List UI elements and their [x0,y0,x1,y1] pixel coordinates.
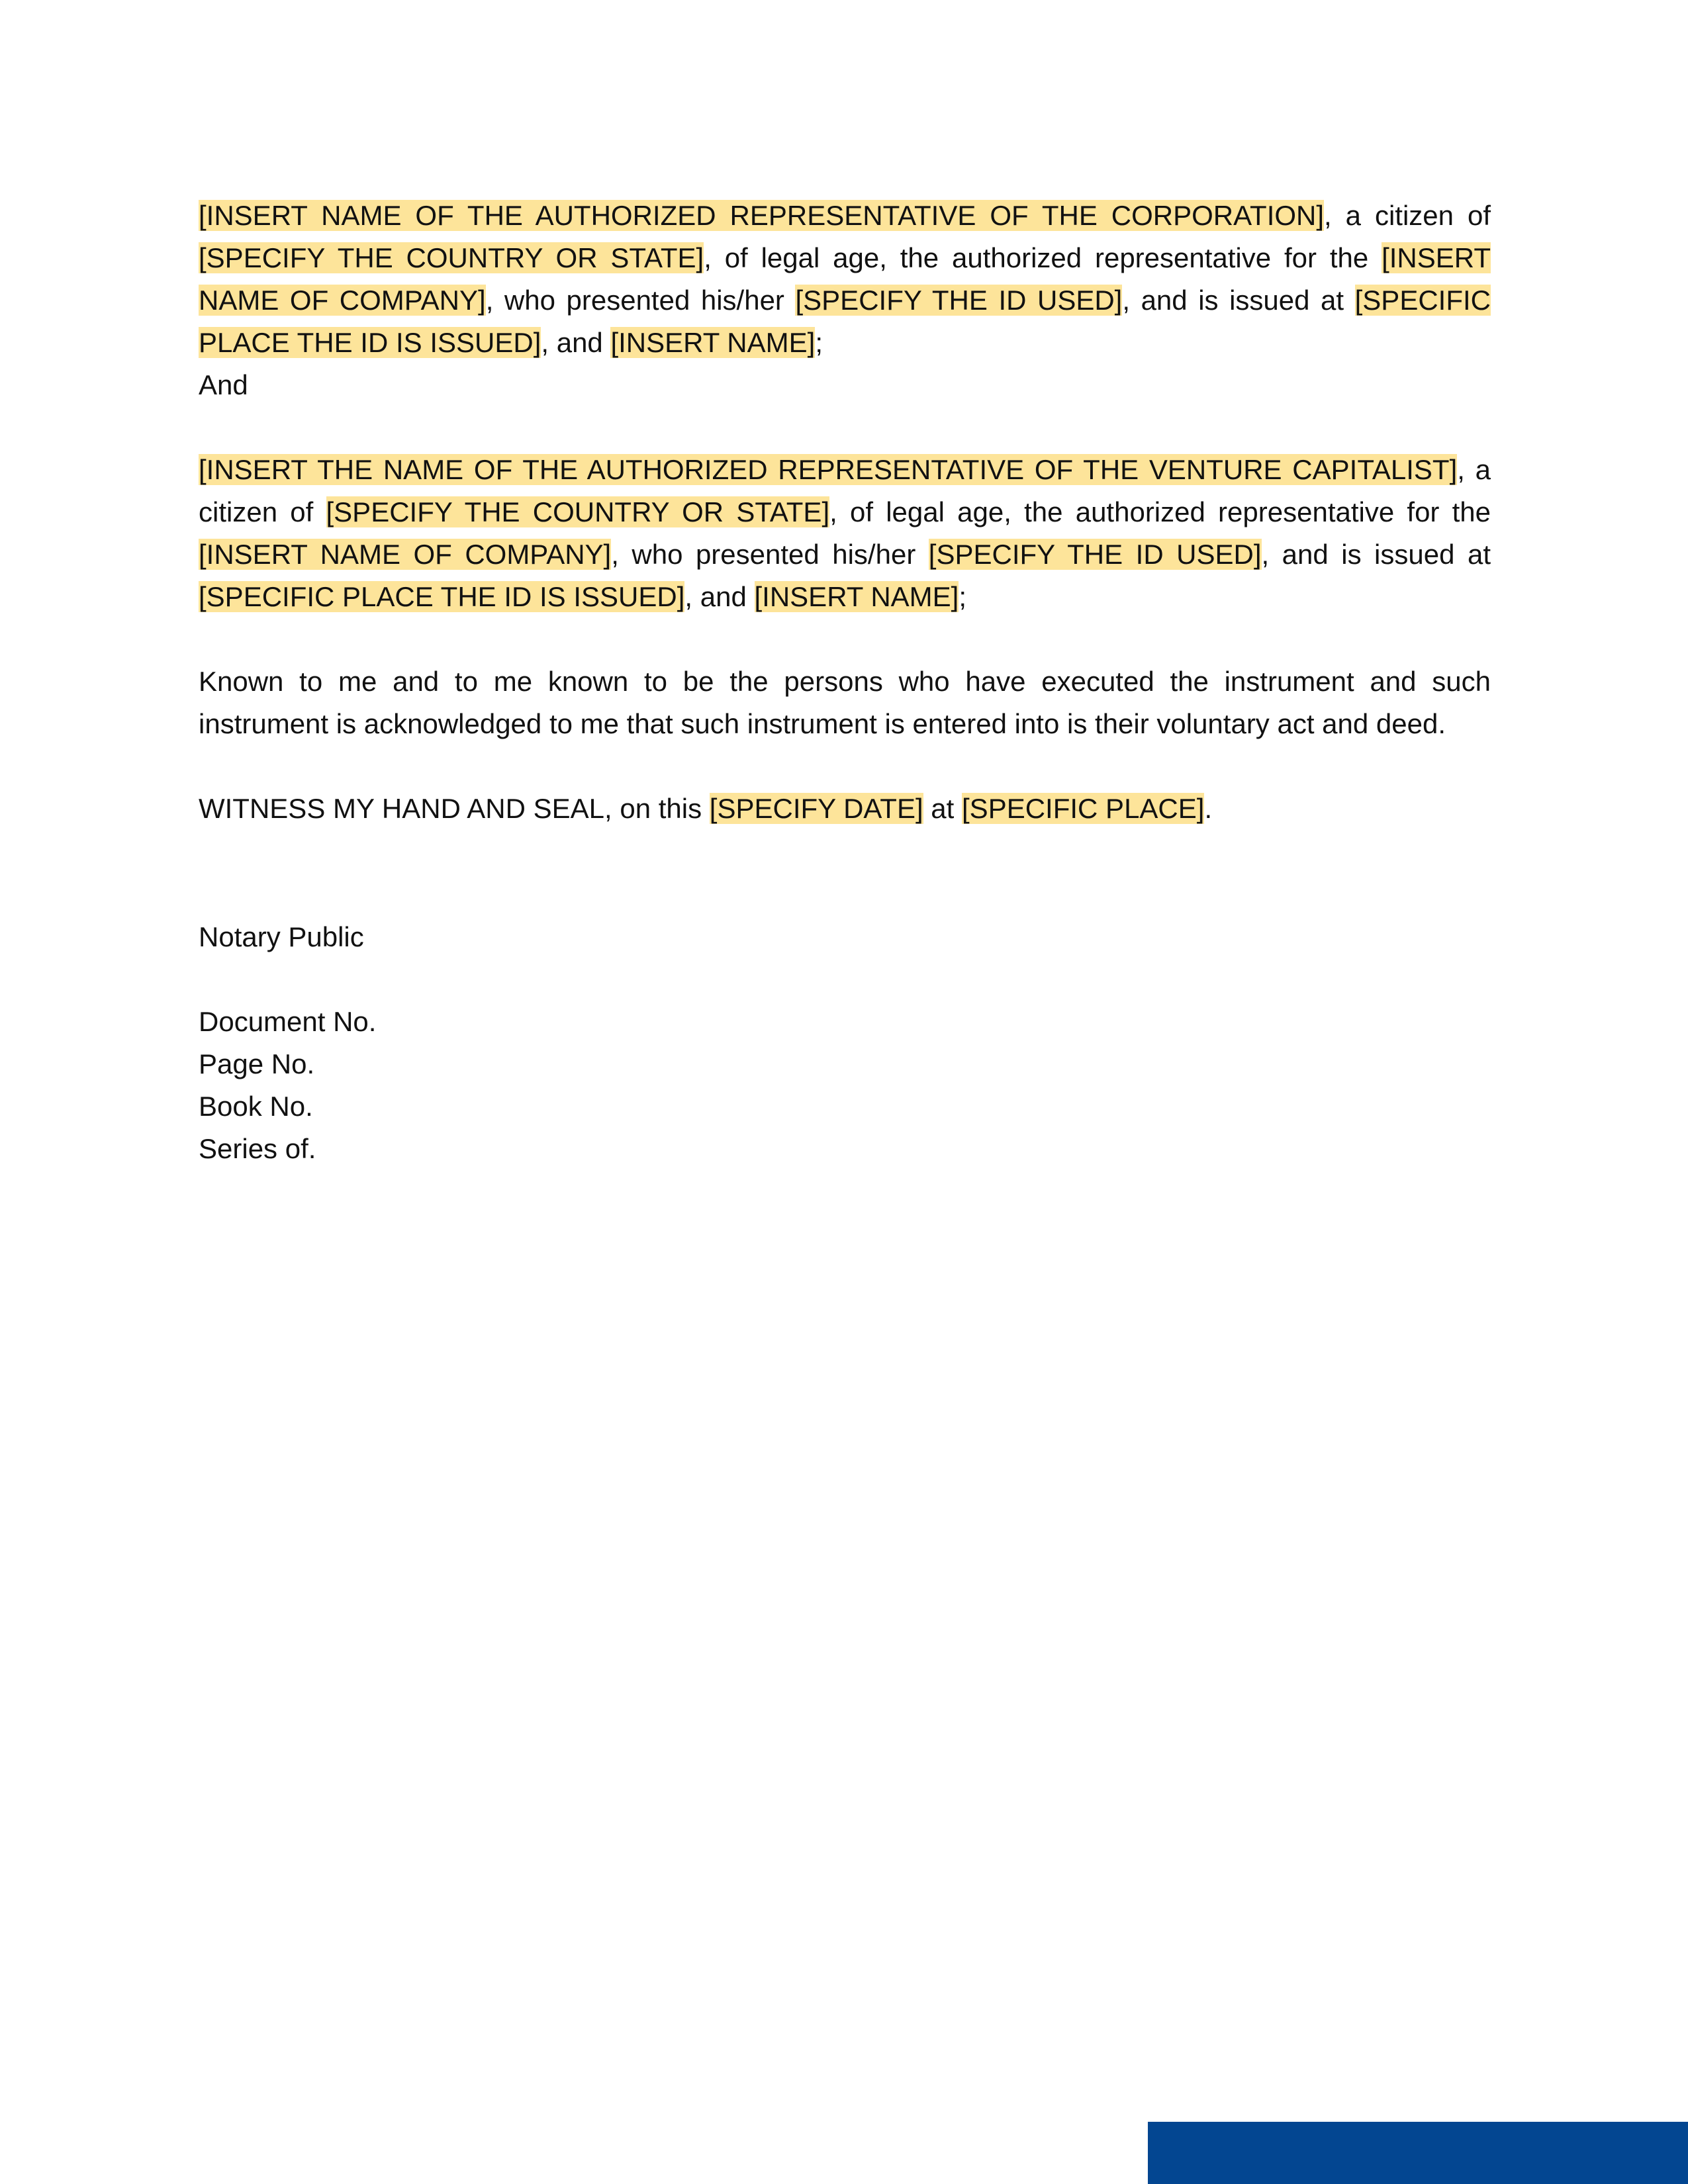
paragraph-spacer [199,618,1491,660]
placeholder-id-used[interactable]: [SPECIFY THE ID USED] [928,539,1262,570]
placeholder-country-or-state[interactable]: [SPECIFY THE COUNTRY OR STATE] [199,242,704,273]
placeholder-country-or-state[interactable]: [SPECIFY THE COUNTRY OR STATE] [326,496,830,527]
placeholder-id-issue-place[interactable]: [SPECIFIC PLACE THE ID IS ISSUED] [199,285,1491,358]
paragraph-text: ; [959,581,967,612]
paragraph-spacer [199,745,1491,788]
paragraph-text: , a citizen of [1324,200,1491,231]
document-body [199,195,1491,1170]
paragraph-text: , and is issued at [1122,285,1355,316]
placeholder-company-name[interactable]: [INSERT NAME OF COMPANY] [199,539,612,570]
and-line: And [199,369,248,400]
placeholder-id-issue-place[interactable]: [SPECIFIC PLACE THE ID IS ISSUED] [199,581,685,612]
paragraph-text: at [923,793,962,824]
paragraph-text: , and [684,581,755,612]
footer-color-bar [1148,2122,1688,2184]
paragraph-text: , and [541,327,611,358]
placeholder-name[interactable]: [INSERT NAME] [610,327,816,358]
placeholder-company-name[interactable]: [INSERT NAME OF COMPANY] [199,242,1491,316]
placeholder-corporation-representative-name[interactable]: [INSERT NAME OF THE AUTHORIZED REPRESENTATIVE OF THE CORPORATION] [199,200,1325,231]
placeholder-name[interactable]: [INSERT NAME] [754,581,959,612]
notary-public-label: Notary Public [199,921,364,952]
document-number-label: Document No. [199,1006,377,1037]
paragraph-text: , of legal age, the authorized representative for the [829,496,1491,527]
placeholder-date[interactable]: [SPECIFY DATE] [709,793,923,824]
paragraph-text: , and is issued at [1261,539,1491,570]
acknowledgment-paragraph: Known to me and to me known to be the persons who have executed the instrument and such instrument is acknowledged to me that such instrument is entered into is their voluntary act and deed. [199,666,1491,739]
paragraph-text: , a citizen of [199,454,1491,527]
paragraph-text: , who presented his/her [611,539,929,570]
paragraph-spacer [199,958,1491,1001]
paragraph-text: , who presented his/her [485,285,796,316]
witness-line [199,788,1491,830]
paragraph-spacer [199,830,1491,916]
placeholder-venture-capitalist-representative-name[interactable]: [INSERT THE NAME OF THE AUTHORIZED REPRESENTATIVE OF THE VENTURE CAPITALIST] [199,454,1458,485]
paragraph-spacer [199,406,1491,449]
paragraph-text: , of legal age, the authorized representative for the [704,242,1382,273]
venture-capitalist-representative-paragraph [199,449,1491,618]
page-number-label: Page No. [199,1048,315,1079]
paragraph-text: WITNESS MY HAND AND SEAL, on this [199,793,710,824]
paragraph-text: ; [815,327,823,358]
placeholder-place[interactable]: [SPECIFIC PLACE] [962,793,1205,824]
book-number-label: Book No. [199,1091,313,1122]
series-label: Series of. [199,1133,316,1164]
corporation-representative-paragraph [199,195,1491,364]
placeholder-id-used[interactable]: [SPECIFY THE ID USED] [795,285,1123,316]
paragraph-text: . [1204,793,1213,824]
